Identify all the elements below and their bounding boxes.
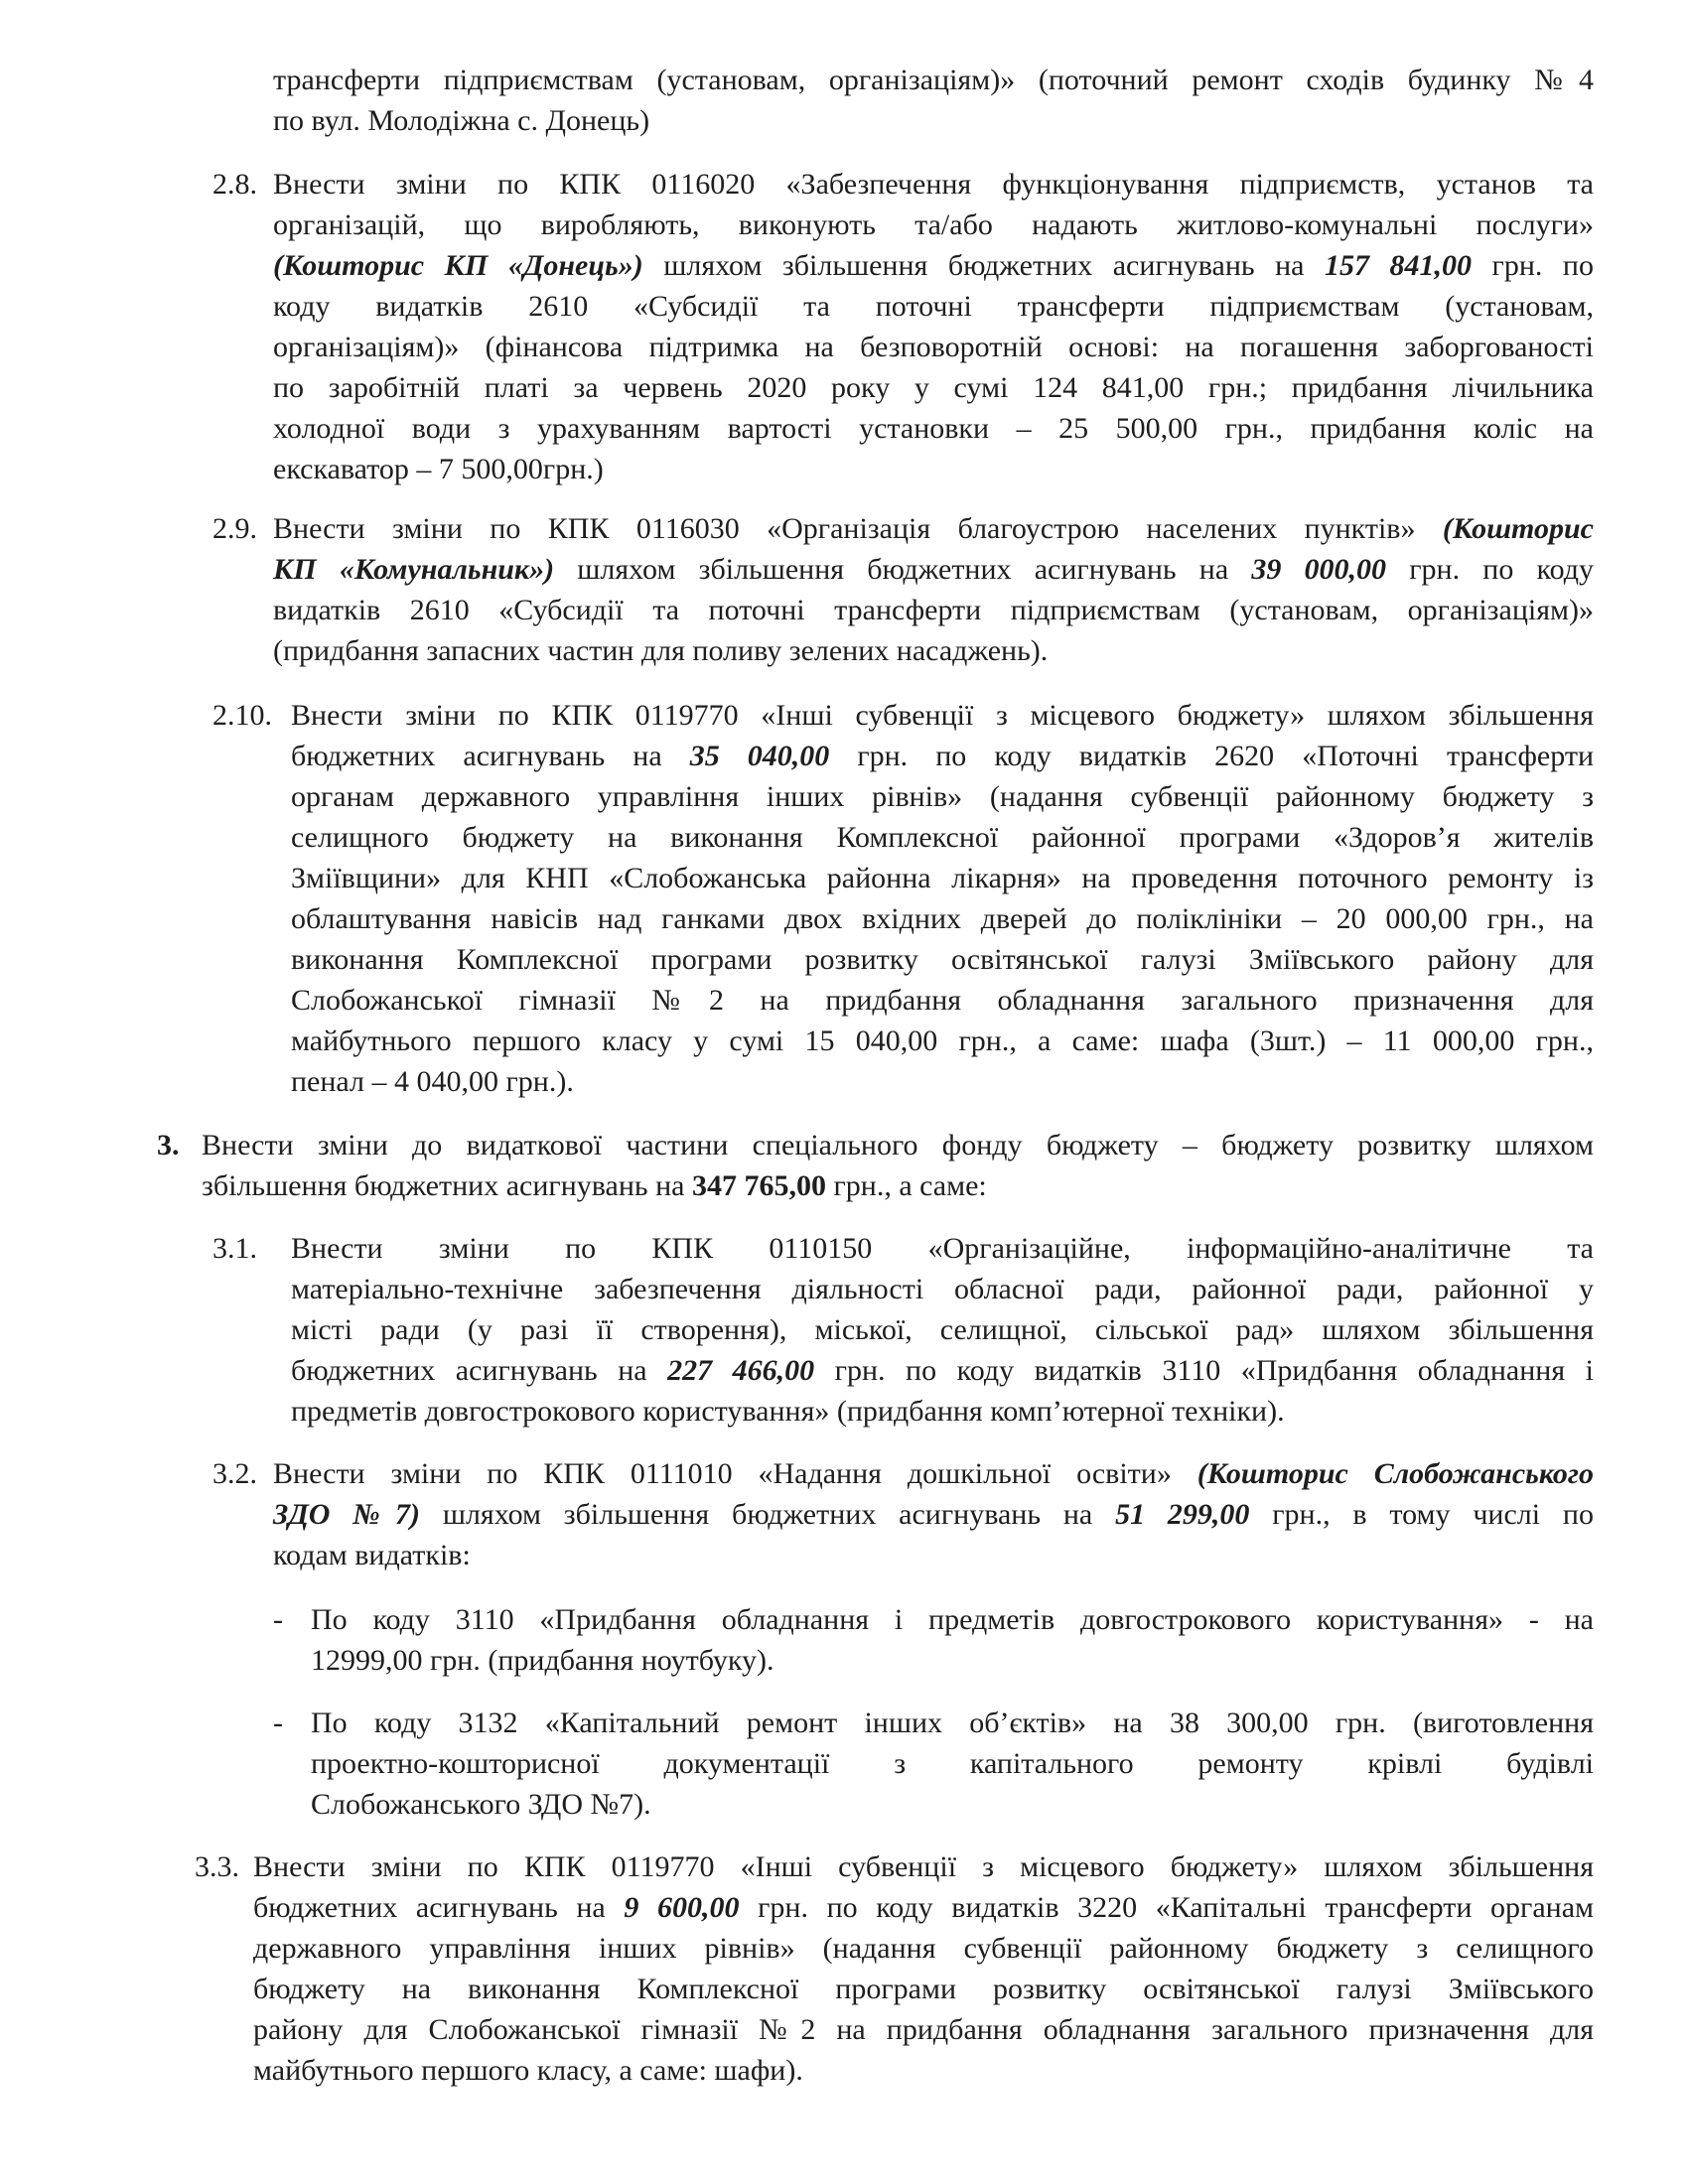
amount: 227 466,00: [667, 1354, 815, 1387]
text-line: бюджету на виконання Комплексної програми розвитку освітянської галузі Зміївського: [253, 1973, 1594, 2005]
text-line: [273, 508, 1594, 549]
text-line: пенал – 4 040,00 грн.).: [291, 1065, 574, 1098]
text-line: [202, 1165, 1594, 1206]
bullet-item: [311, 1599, 1594, 1681]
text-line: трансферти підприємствам (установам, організаціям)» (поточний ремонт сходів будинку №4: [273, 64, 1594, 96]
text-line: органам державного управління інших рівнів» (надання субвенції районному бюджету з: [291, 780, 1594, 813]
text-fragment: грн. по: [1472, 249, 1594, 282]
text-line: холодної води з урахуванням вартості установки – 25 500,00 грн., придбання коліс на: [273, 412, 1594, 445]
text-fragment: збільшення бюджетних асигнувань на: [202, 1169, 692, 1202]
text-line: Внести зміни по КПК 0110150 «Організаційне, інформаційно-аналітичне та: [291, 1232, 1594, 1265]
item-3-1-paragraph: [291, 1228, 1594, 1432]
estimate-name: ЗДО №7): [273, 1498, 421, 1531]
estimate-name: (Кошторис: [1442, 512, 1594, 545]
text-line: Внести зміни по КПК 0119770 «Інші субвенції з місцевого бюджету» шляхом збільшення: [253, 1850, 1594, 1883]
section-3-paragraph: [202, 1125, 1594, 1206]
text-line: організацій, що виробляють, виконують та/або надають житлово-комунальні послуги»: [273, 208, 1594, 241]
text-fragment: шляхом збільшення бюджетних асигнувань на: [642, 249, 1325, 282]
text-line: [291, 1350, 1594, 1391]
text-line: матеріально-технічне забезпечення діяльності обласної ради, районної ради, районної у: [291, 1273, 1594, 1305]
text-line: [273, 1494, 1594, 1535]
bullet-item: [311, 1703, 1594, 1825]
text-line: Слобожанської гімназії №2 на придбання обладнання загального призначення для: [291, 984, 1594, 1017]
item-2-9-paragraph: [273, 508, 1594, 671]
text-fragment: шляхом збільшення бюджетних асигнувань на: [554, 553, 1252, 586]
text-line: по заробітній платі за червень 2020 року у сумі 124 841,00 грн.; придбання лічильника: [273, 371, 1594, 404]
text-line: По коду 3110 «Придбання обладнання і предметів довгострокового користування» - на: [311, 1603, 1594, 1636]
text-line: (придбання запасних частин для поливу зелених насаджень).: [273, 634, 1049, 667]
text-line: [253, 1887, 1594, 1928]
text-line: [273, 1453, 1594, 1494]
text-line: [291, 736, 1594, 776]
bullet-dash: -: [273, 1603, 283, 1636]
text-line: 12999,00 грн. (придбання ноутбуку).: [311, 1644, 774, 1677]
text-line: По коду 3132 «Капітальний ремонт інших об’єктів» на 38 300,00 грн. (виготовлення: [311, 1706, 1594, 1739]
item-number: 3.3.: [195, 1850, 239, 1883]
estimate-name: (Кошторис КП «Донець»): [273, 249, 643, 282]
text-fragment: грн. по коду: [1386, 553, 1595, 586]
item-3-3-paragraph: [253, 1846, 1594, 2091]
text-fragment: грн., а саме:: [825, 1169, 987, 1202]
text-line: видатків 2610 «Субсидії та поточні трансферти підприємствам (установам, організаціям)»: [273, 594, 1594, 626]
text-fragment: шляхом збільшення бюджетних асигнувань на: [420, 1498, 1116, 1531]
amount: 157 841,00: [1324, 249, 1473, 282]
text-fragment: грн. по коду видатків 3220 «Капітальні трансферти органам: [739, 1891, 1595, 1924]
text-fragment: бюджетних асигнувань на: [291, 740, 690, 772]
item-number: 2.10.: [212, 699, 272, 732]
text-fragment: бюджетних асигнувань на: [253, 1891, 625, 1924]
text-line: облаштування навісів над ганками двох вхідних дверей до поліклініки – 20 000,00 грн., на: [291, 902, 1594, 935]
text-fragment: Внести зміни по КПК 0116030 «Організація благоустрою населених пунктів»: [273, 512, 1443, 545]
amount: 9 600,00: [624, 1891, 740, 1924]
text-fragment: бюджетних асигнувань на: [291, 1354, 668, 1387]
item-3-2-paragraph: [273, 1453, 1594, 1575]
text-line: майбутнього першого класу, а саме: шафи).: [253, 2054, 803, 2087]
bullet-dash: -: [273, 1706, 283, 1739]
text-line: коду видатків 2610 «Субсидії та поточні трансферти підприємствам (установам,: [273, 290, 1594, 323]
item-2-10-paragraph: [291, 695, 1594, 1102]
text-line: організаціям)» (фінансова підтримка на безповоротній основі: на погашення заборгованості: [273, 331, 1594, 363]
text-fragment: грн. по коду видатків 2620 «Поточні трансферти: [829, 740, 1594, 772]
text-line: Внести зміни по КПК 0116020 «Забезпечення функціонування підприємств, установ та: [273, 168, 1594, 201]
text-fragment: грн., в тому числі по: [1249, 1498, 1594, 1531]
text-line: проектно-кошторисної документації з капітального ремонту крівлі будівлі: [311, 1747, 1594, 1780]
text-fragment: Внести зміни по КПК 0111010 «Надання дошкільної освіти»: [273, 1457, 1197, 1490]
item-number: 2.8.: [212, 168, 257, 201]
text-line: кодам видатків:: [273, 1539, 471, 1571]
text-line: державного управління інших рівнів» (надання субвенції районному бюджету з селищного: [253, 1932, 1594, 1965]
text-line: місті ради (у разі її створення), міської, селищної, сільської рад» шляхом збільшення: [291, 1313, 1594, 1346]
text-line: Зміївщини» для КНП «Слобожанська районна лікарня» на проведення поточного ремонту із: [291, 862, 1594, 894]
text-line: Внести зміни до видаткової частини спеціального фонду бюджету – бюджету розвитку шляхом: [202, 1129, 1594, 1161]
text-line: району для Слобожанської гімназії №2 на придбання обладнання загального призначення для: [253, 2013, 1594, 2046]
item-number: 3.2.: [212, 1457, 257, 1490]
text-line: майбутнього першого класу у сумі 15 040,00 грн., а саме: шафа (3шт.) – 11 000,00 грн.,: [291, 1024, 1594, 1057]
text-line: Внести зміни по КПК 0119770 «Інші субвенції з місцевого бюджету» шляхом збільшення: [291, 699, 1594, 732]
amount: 347 765,00: [691, 1169, 826, 1202]
amount: 51 299,00: [1115, 1498, 1250, 1531]
text-fragment: грн. по коду видатків 3110 «Придбання обладнання і: [814, 1354, 1594, 1387]
estimate-name: (Кошторис Слобожанського: [1196, 1457, 1594, 1490]
estimate-name: КП «Комунальник»): [273, 553, 555, 586]
item-number: 3.1.: [212, 1232, 257, 1265]
section-number: 3.: [157, 1129, 180, 1161]
text-line: Слобожанського ЗДО №7).: [311, 1788, 651, 1821]
text-line: виконання Комплексної програми розвитку освітянської галузі Зміївського району для: [291, 943, 1594, 976]
amount: 35 040,00: [689, 740, 830, 772]
text-line: екскаватор – 7 500,00грн.): [273, 453, 604, 485]
text-line: предметів довгострокового користування» (придбання комп’ютерної техніки).: [291, 1395, 1285, 1428]
item-number: 2.9.: [212, 512, 257, 545]
text-line: селищного бюджету на виконання Комплексної районної програми «Здоров’я жителів: [291, 821, 1594, 854]
text-line: [273, 549, 1594, 590]
intro-paragraph: [273, 60, 1594, 141]
amount: 39 000,00: [1251, 553, 1387, 586]
text-line: [273, 245, 1594, 286]
item-2-8-paragraph: [273, 164, 1594, 489]
text-line: по вул. Молодіжна с. Донець): [273, 104, 650, 137]
